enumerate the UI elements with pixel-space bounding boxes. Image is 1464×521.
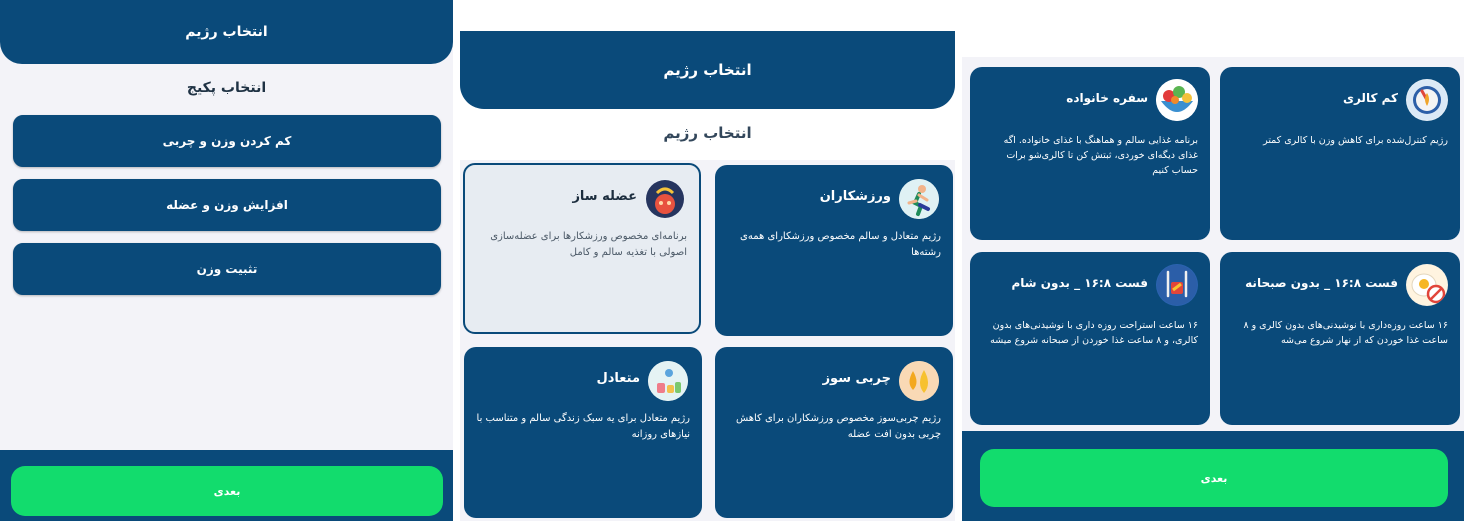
package-weight-gain-button[interactable] xyxy=(13,179,441,231)
package-label: افزایش وزن و عضله xyxy=(166,198,288,212)
header xyxy=(460,31,955,109)
calorie-meter-icon xyxy=(1406,79,1448,121)
fat-drop-icon xyxy=(899,361,939,401)
card-title: فست ۱۶:۸ _ بدون شام xyxy=(1011,276,1148,290)
package-weight-maintain-button[interactable] xyxy=(13,243,441,295)
card-description: رژیم چربی‌سوز مخصوص ورزشکاران برای کاهش چربی بدون افت عضله xyxy=(735,413,941,440)
header-title: انتخاب رژیم xyxy=(185,24,268,40)
balance-icon xyxy=(648,361,688,401)
diet-card-fast-no-dinner[interactable] xyxy=(970,252,1210,425)
diet-card-muscle[interactable] xyxy=(463,163,701,334)
diet-card-fast-no-breakfast[interactable] xyxy=(1220,252,1460,425)
header xyxy=(0,0,453,64)
card-description: برنامه غذایی سالم و هماهنگ با غذای خانواده. اگه غذای دیگه‌ای خوردی، ثبتش کن تا کالری‌شو برات حساب کنیم xyxy=(1003,135,1198,177)
card-title: ورزشکاران xyxy=(819,189,891,204)
screen-diet-type-select xyxy=(962,0,1464,521)
screen-diet-select xyxy=(460,0,955,521)
card-title: فست ۱۶:۸ _ بدون صبحانه xyxy=(1245,276,1398,290)
runner-icon xyxy=(899,179,939,219)
section-title: انتخاب رژیم xyxy=(663,124,752,142)
next-button[interactable]: بعدی xyxy=(980,449,1448,507)
card-description: رژیم کنترل‌شده برای کاهش وزن با کالری کمتر xyxy=(1263,135,1448,146)
card-description: ۱۶ ساعت استراحت روزه داری با نوشیدنی‌های بدون کالری، و ۸ ساعت غذا خوردن از صبحانه شروع میشه xyxy=(990,320,1198,347)
muscle-icon xyxy=(645,179,685,219)
diet-card-low-calorie[interactable] xyxy=(1220,67,1460,240)
package-label: تثبیت وزن xyxy=(196,262,258,276)
diet-card-athletes[interactable] xyxy=(715,165,953,336)
card-description: برنامه‌ای مخصوص ورزشکارها برای عضله‌سازی اصولی با تغذیه سالم و کامل xyxy=(490,231,687,258)
no-breakfast-icon xyxy=(1406,264,1448,306)
card-description: رژیم متعادل برای یه سبک زندگی سالم و متناسب با نیازهای روزانه xyxy=(476,413,690,440)
diet-card-family-table[interactable] xyxy=(970,67,1210,240)
no-dinner-icon xyxy=(1156,264,1198,306)
diet-card-fat-burn[interactable] xyxy=(715,347,953,518)
card-description: رژیم متعادل و سالم مخصوص ورزشکارای همه‌ی رشته‌ها xyxy=(740,231,941,258)
food-bowl-icon xyxy=(1156,79,1198,121)
card-title: سفره خانواده xyxy=(1066,91,1148,105)
card-title: کم کالری xyxy=(1342,91,1398,105)
card-title: عضله ساز xyxy=(572,189,637,204)
screen-package-select xyxy=(0,0,453,521)
package-weight-loss-button[interactable] xyxy=(13,115,441,167)
next-button[interactable]: بعدی xyxy=(11,466,443,516)
card-description: ۱۶ ساعت روزه‌داری با نوشیدنی‌های بدون کالری و ۸ ساعت غذا خوردن که از نهار شروع می‌شه xyxy=(1243,320,1448,347)
card-title: متعادل xyxy=(596,371,640,386)
card-title: چربی سوز xyxy=(822,371,891,386)
header-title: انتخاب رژیم xyxy=(663,61,752,79)
section-title: انتخاب پکیج xyxy=(186,80,267,96)
diet-card-balanced[interactable] xyxy=(464,347,702,518)
package-label: کم کردن وزن و چربی xyxy=(162,134,292,148)
